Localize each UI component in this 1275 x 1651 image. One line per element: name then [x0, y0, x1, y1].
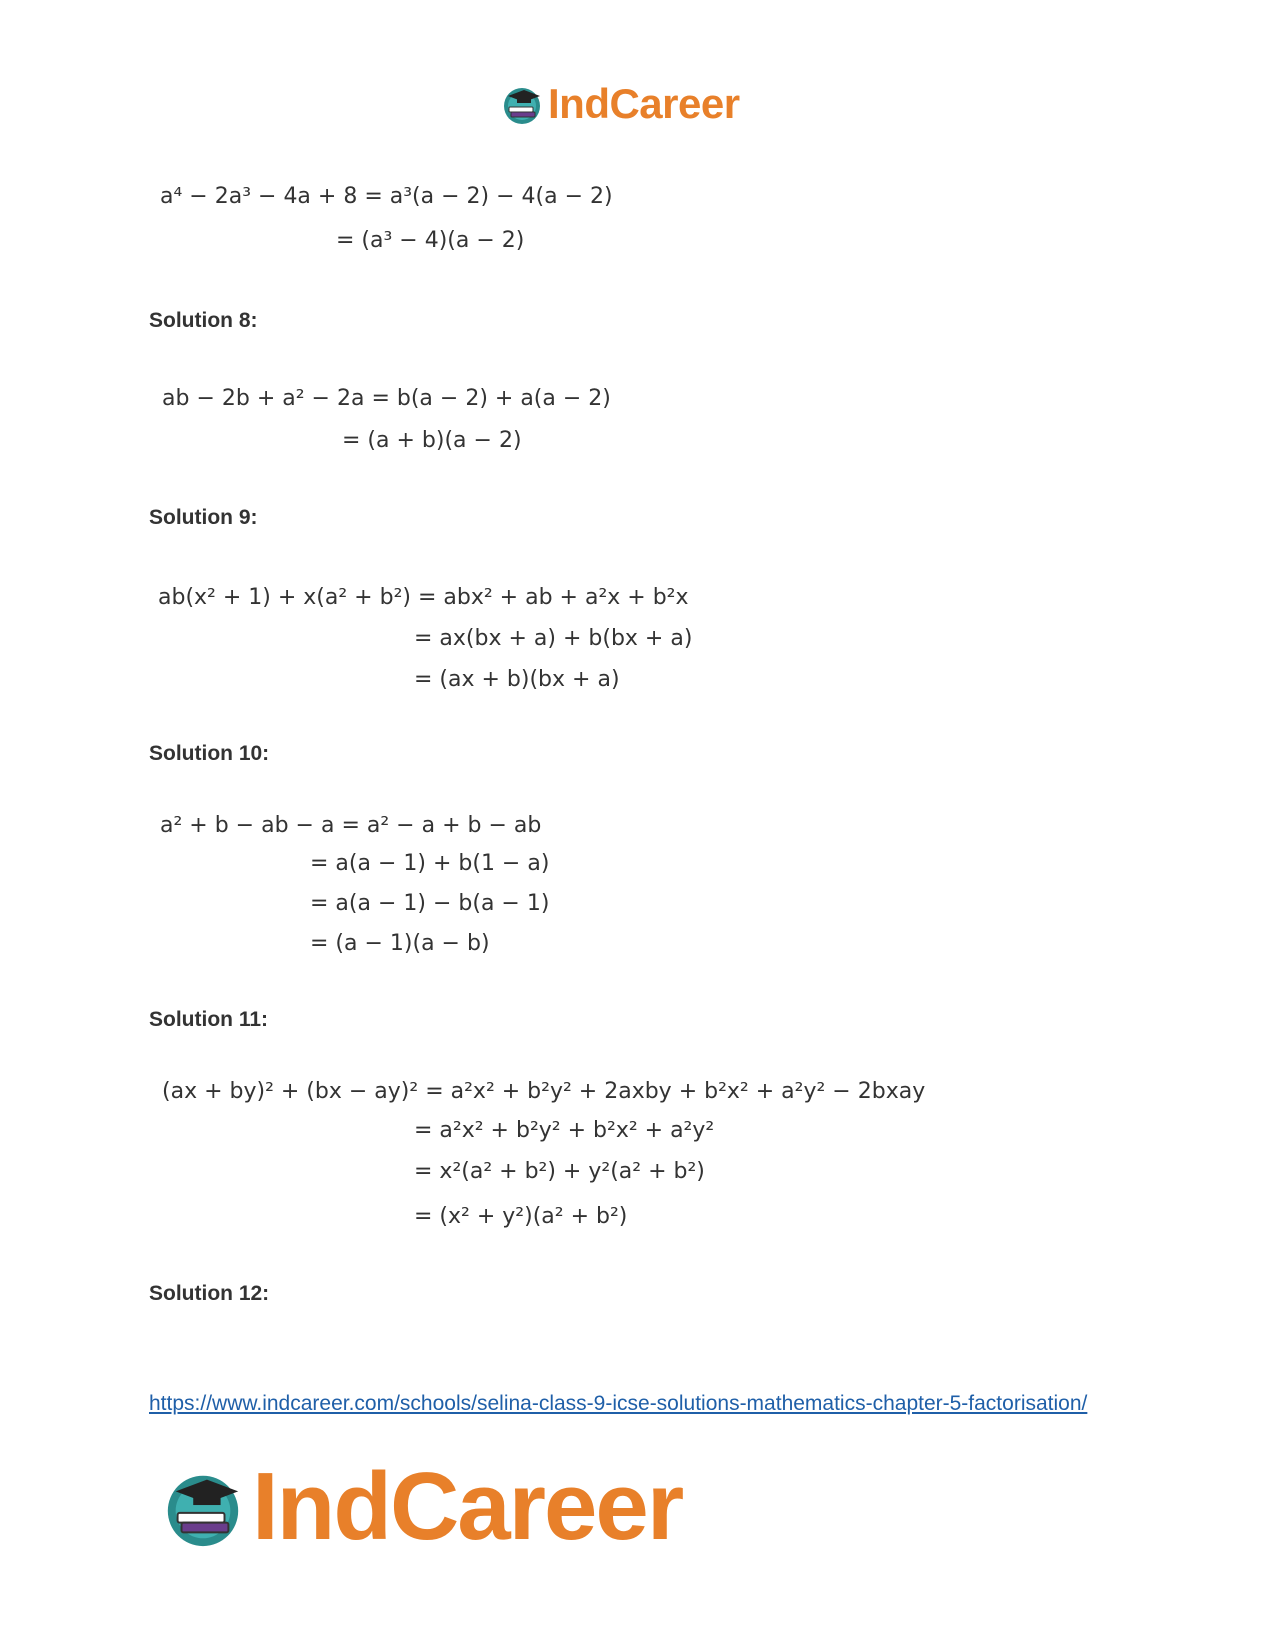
solution-heading: Solution 12: — [149, 1282, 270, 1305]
equation-line: = (x² + y²)(a² + b²) — [414, 1204, 628, 1229]
equation-line: a² + b − ab − a = a² − a + b − ab — [160, 813, 542, 838]
equation-line: = (a − 1)(a − b) — [310, 931, 490, 956]
solution-heading: Solution 10: — [149, 742, 270, 765]
indcareer-logo-bottom — [160, 1453, 683, 1560]
logo-text: IndCareer — [252, 1453, 683, 1560]
equation-line: = a²x² + b²y² + b²x² + a²y² — [414, 1118, 715, 1143]
equation-line: ab(x² + 1) + x(a² + b²) = abx² + ab + a²x + b²x — [158, 585, 689, 610]
solution-heading: Solution 9: — [149, 506, 258, 529]
equation-line: ab − 2b + a² − 2a = b(a − 2) + a(a − 2) — [162, 386, 611, 411]
graduation-cap-icon — [500, 82, 544, 126]
equation-line: = ax(bx + a) + b(bx + a) — [414, 626, 693, 651]
equation-line: = a(a − 1) − b(a − 1) — [310, 891, 550, 916]
solution-heading: Solution 11: — [149, 1008, 269, 1031]
equation-line: = a(a − 1) + b(1 − a) — [310, 851, 550, 876]
equation-line: = (ax + b)(bx + a) — [414, 667, 620, 692]
equation-line: = x²(a² + b²) + y²(a² + b²) — [414, 1159, 705, 1184]
graduation-cap-icon — [160, 1464, 246, 1550]
indcareer-logo-top — [500, 80, 740, 128]
equation-line: = (a + b)(a − 2) — [342, 428, 522, 453]
logo-text: IndCareer — [548, 80, 740, 127]
source-link[interactable]: https://www.indcareer.com/schools/selina-class-9-icse-solutions-mathematics-chapter-5-factorisation/ — [149, 1392, 1088, 1415]
solution-heading: Solution 8: — [149, 309, 258, 332]
equation-line: = (a³ − 4)(a − 2) — [336, 228, 525, 253]
equation-line: a⁴ − 2a³ − 4a + 8 = a³(a − 2) − 4(a − 2) — [160, 184, 613, 209]
equation-line: (ax + by)² + (bx − ay)² = a²x² + b²y² + 2axby + b²x² + a²y² − 2bxay — [162, 1079, 926, 1104]
